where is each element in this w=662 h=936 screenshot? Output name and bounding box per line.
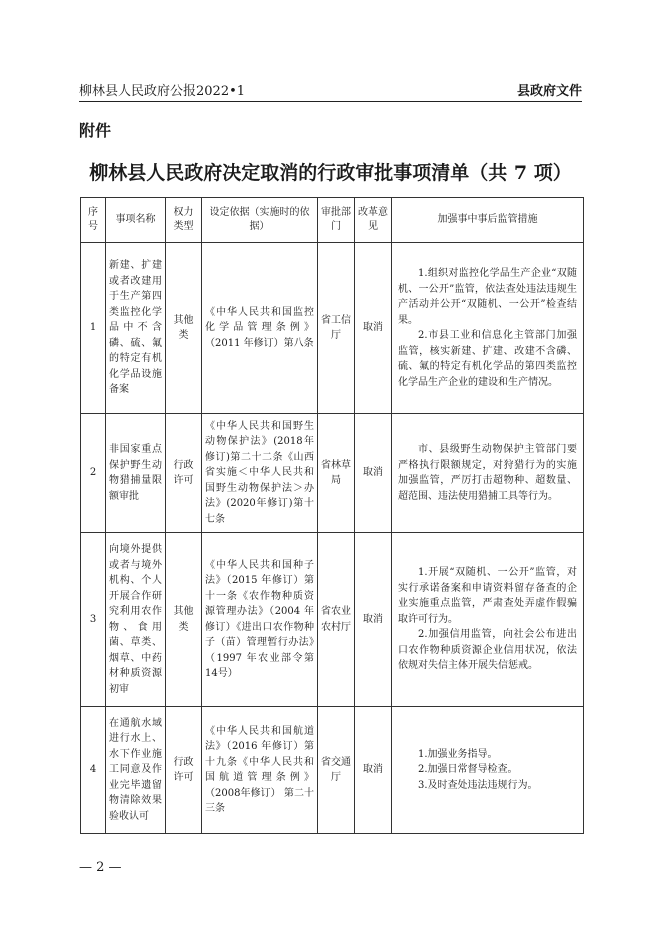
header-measures: 加强事中事后监管措施 (392, 198, 584, 243)
table-row (81, 707, 584, 834)
attachment-label: 附件 (79, 121, 112, 140)
section-header: 县政府文件 (516, 84, 582, 99)
measure-item: 2.加强信用监管，向社会公布进出口农作物种质资源企业信用状况，依法依规对失信主体开展失信惩戒。 (398, 629, 577, 672)
header-opinion: 改革意见 (355, 198, 392, 243)
row-basis: 《中华人民共和国野生动物保护法》(2018年修订)第二十二条《山西省实施＜中华人民共和国野生动物保护法＞办法》(2020年修订)第十七条 (202, 414, 318, 533)
table-header-row (81, 198, 584, 243)
measure-item: 3.及时查处违法违规行为。 (418, 779, 538, 791)
measure-item: 1.开展“双随机、一公开”监管，对实行承诺备案和申请资料留存备查的企业实施重点监管，严肃查处弄虚作假骗取许可行为。 (398, 567, 577, 625)
row-no: 2 (81, 414, 106, 533)
table-row (81, 243, 584, 414)
document-title: 柳林县人民政府决定取消的行政审批事项清单（共 7 项） (89, 162, 572, 184)
table-row (81, 533, 584, 707)
row-dept: 省林草局 (318, 414, 355, 533)
row-opinion: 取消 (355, 533, 392, 707)
row-type: 其他类 (166, 243, 202, 414)
table-row (81, 414, 584, 533)
row-name: 向境外提供或者与境外机构、个人开展合作研究利用农作物、食用菌、草类、烟草、中药材种质资源初审 (106, 533, 166, 707)
header-divider (79, 101, 582, 102)
header-type: 权力类型 (166, 198, 202, 243)
row-opinion: 取消 (355, 414, 392, 533)
row-no: 1 (81, 243, 106, 414)
row-basis: 《中华人民共和国种子法》（2015 年修订）第十一条《农作物种质资源管理办法》（2004 年修订）《进出口农作物种子（苗）管理暂行办法》（1997 年农业部令第14号） (202, 533, 318, 707)
row-dept: 省工信厅 (318, 243, 355, 414)
row-type: 行政许可 (166, 414, 202, 533)
row-dept: 省交通厅 (318, 707, 355, 834)
row-measures (392, 533, 584, 707)
measure-item: 2.加强日常督导检查。 (418, 764, 518, 776)
header-basis: 设定依据（实施时的依据） (202, 198, 318, 243)
row-name: 非国家重点保护野生动物猎捕量限额审批 (106, 414, 166, 533)
page-number: — 2 — (79, 860, 122, 875)
row-name: 在通航水域进行水上、水下作业施工同意及作业完毕遗留物清除效果验收认可 (106, 707, 166, 834)
measure-item: 1.组织对监控化学品生产企业“双随机、一公开”监管，依法查处违法违规生产活动并公开“双随机、一公开”检查结果。 (398, 268, 577, 326)
row-measures (392, 414, 584, 533)
gazette-issue-header: 柳林县人民政府公报2022•1 (79, 84, 246, 99)
header-no: 序号 (81, 198, 106, 243)
measure-item: 1.加强业务指导。 (418, 748, 498, 760)
approval-items-table (80, 197, 584, 834)
measure-item: 2.市县工业和信息化主管部门加强监管，核实新建、扩建、改建不含磷、硫、氟的特定有机化学品的第四类监控化学品生产企业的建设和生产情况。 (398, 330, 577, 388)
row-opinion: 取消 (355, 707, 392, 834)
row-dept: 省农业农村厅 (318, 533, 355, 707)
row-basis: 《中华人民共和国航道法》（2016 年修订）第十九条《中华人民共和国航道管理条例》（2008年修订） 第二十三条 (202, 707, 318, 834)
row-no: 3 (81, 533, 106, 707)
row-basis: 《中华人民共和国监控化学品管理条例》（2011 年修订）第八条 (202, 243, 318, 414)
header-name: 事项名称 (106, 198, 166, 243)
row-name: 新建、扩建或者改建用于生产第四类监控化学品中不含磷、硫、氟的特定有机化学品设施备案 (106, 243, 166, 414)
row-measures (392, 243, 584, 414)
row-measures (392, 707, 584, 834)
row-opinion: 取消 (355, 243, 392, 414)
row-type: 其他类 (166, 533, 202, 707)
row-no: 4 (81, 707, 106, 834)
header-dept: 审批部门 (318, 198, 355, 243)
measure-item: 市、县级野生动物保护主管部门要严格执行限额规定，对狩猎行为的实施加强监管，严厉打击超物种、超数量、超范围、违法使用猎捕工具等行为。 (398, 444, 577, 502)
row-type: 行政许可 (166, 707, 202, 834)
